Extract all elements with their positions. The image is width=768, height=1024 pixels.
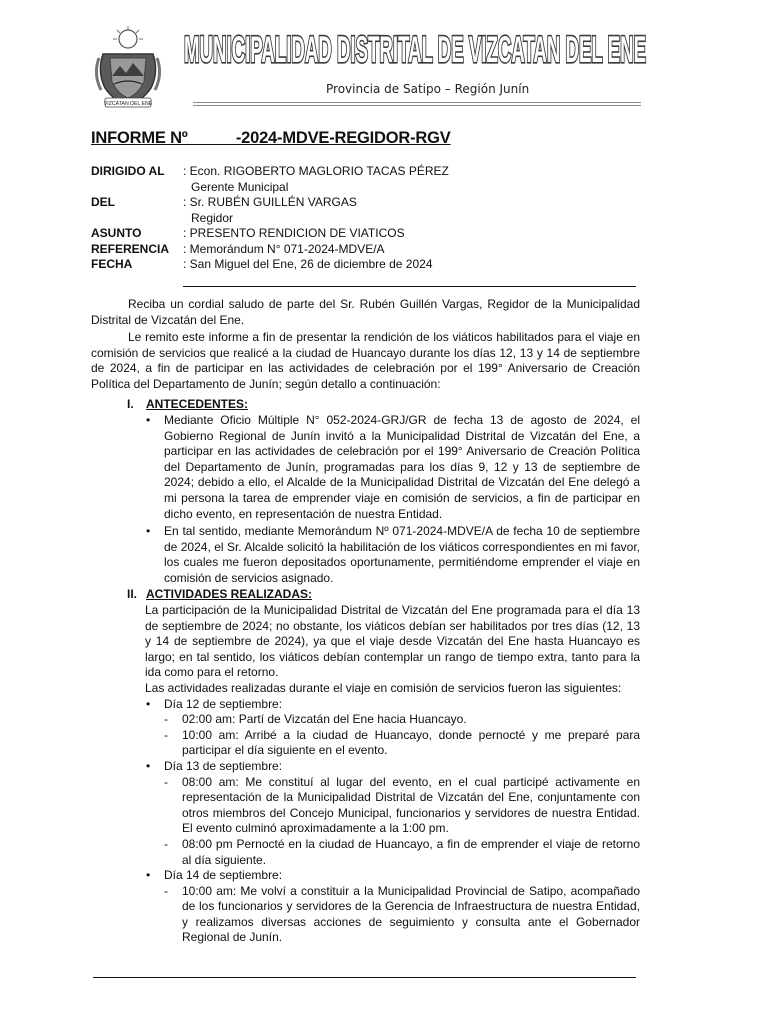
referencia-label: REFERENCIA xyxy=(91,241,170,256)
asunto-value: : PRESENTO RENDICION DE VIATICOS xyxy=(183,226,405,240)
dirigido-role: Gerente Municipal xyxy=(191,179,289,194)
day-1-activity-1: 02:00 am: Partí de Vizcatán del Ene hacia Huancayo. xyxy=(182,712,467,727)
day-1-heading: Día 12 de septiembre: xyxy=(164,696,283,711)
section-actividades-heading xyxy=(127,587,312,601)
asunto-label: ASUNTO xyxy=(91,226,142,240)
dash-icon: - xyxy=(164,774,168,789)
dash-icon: - xyxy=(164,727,168,742)
section-1-title: ANTECEDENTES: xyxy=(146,397,249,411)
list-item xyxy=(145,837,640,868)
list-item xyxy=(145,413,640,522)
fecha-value: : San Miguel del Ene, 26 de diciembre de 2024 xyxy=(183,257,433,271)
bullet-icon: • xyxy=(146,524,151,539)
bullet-icon: • xyxy=(146,413,151,427)
report-metadata xyxy=(91,164,449,273)
dash-icon: - xyxy=(164,712,168,727)
intro-paragraph-1: Reciba un cordial saludo de parte del Sr. Rubén Guillén Vargas, Regidor de la Municipalidad Distrital de Vizcatán del Ene. xyxy=(91,297,640,327)
municipality-name: MUNICIPALIDAD DISTRITAL DE VIZCATAN DEL ENE xyxy=(184,29,646,70)
day-3-activity-1: 10:00 am: Me volví a constituir a la Municipalidad Provincial de Satipo, acompañado de los funcionarios y servidores de la Gerencia de Infraestructura de nuestra Entidad, y realizamos diversas acciones de seguimiento y consulta ante el Gobernador Regional de Junín. xyxy=(182,883,640,945)
fecha-label: FECHA xyxy=(91,257,133,271)
list-item xyxy=(145,728,640,759)
antecedente-2-text: En tal sentido, mediante Memorándum Nº 071-2024-MDVE/A de fecha 10 de septiembre de 2024, el Sr. Alcalde solicitó la habilitación de los viáticos correspondientes en mi favor, los cuales me fueron depositados oportunamente, permitiéndome emprender el viaje en comisión de servicios asignado. xyxy=(164,524,640,585)
day-2-activity-2: 08:00 pm Pernocté en la ciudad de Huancayo, a fin de emprender el viaje de retorno al día siguiente. xyxy=(182,836,640,867)
list-item xyxy=(145,868,640,884)
del-value: : Sr. RUBÉN GUILLÉN VARGAS xyxy=(183,195,357,209)
del-role: Regidor xyxy=(191,210,234,225)
dash-icon: - xyxy=(164,883,168,898)
list-item xyxy=(145,775,640,837)
municipality-banner xyxy=(180,26,650,72)
antecedentes-list xyxy=(145,413,640,587)
seal-caption: VIZCATAN DEL ENE xyxy=(103,101,153,107)
referencia-value: : Memorándum N° 071-2024-MDVE/A xyxy=(183,241,385,256)
section-2-title: ACTIVIDADES REALIZADAS: xyxy=(146,587,313,601)
dirigido-label: DIRIGIDO AL xyxy=(91,164,165,178)
bullet-icon: • xyxy=(146,696,151,711)
dirigido-value: : Econ. RIGOBERTO MAGLORIO TACAS PÉREZ xyxy=(183,164,449,178)
actividades-section xyxy=(145,603,640,946)
header-divider xyxy=(193,100,641,110)
province-subtitle: Provincia de Satipo – Región Junín xyxy=(326,82,530,96)
del-label: DEL xyxy=(91,195,115,209)
day-1-activity-2: 10:00 am: Arribé a la ciudad de Huancayo, donde pernocté y me preparé para participar el día siguiente en el evento. xyxy=(182,727,640,758)
section-1-number: I. xyxy=(127,397,134,411)
list-item xyxy=(145,759,640,775)
day-2-heading: Día 13 de septiembre: xyxy=(164,758,283,773)
antecedente-1-text: Mediante Oficio Múltiple N° 052-2024-GRJ/GR de fecha 13 de agosto de 2024, el Gobierno Regional de Junín invitó a la Municipalidad Distrital de Vizcatán del Ene, a participar en las actividades de celebración por el 199° Aniversario de Creación Política del Departamento de Junín, programadas para los días 9, 12 y 13 de septiembre de 2024; debido a ello, el Alcalde de la Municipalidad Distrital de Vizcatán del Ene delegó a mi persona la tarea de emprender viaje en comisión de servicios, a fin de participar en dicho evento, en representación de nuestra Entidad. xyxy=(164,413,640,521)
bullet-icon: • xyxy=(146,758,151,773)
day-2-activity-1: 08:00 am: Me constituí al lugar del evento, en el cual participé activamente en representación de la Municipalidad Distrital de Vizcatán del Ene, conjuntamente con otros miembros del Concejo Municipal, funcionarios y servidores de nuestra Entidad. El evento culminó aproximadamente a la 1:00 pm. xyxy=(182,774,640,836)
municipal-seal-icon xyxy=(93,24,163,110)
intro-section xyxy=(91,297,640,393)
list-item xyxy=(145,697,640,713)
bullet-icon: • xyxy=(146,868,151,883)
day-3-heading: Día 14 de septiembre: xyxy=(164,868,283,883)
list-item xyxy=(145,524,640,586)
intro-paragraph-2: Le remito este informe a fin de presentar la rendición de los viáticos habilitados para el viaje en comisión de servicios que realicé a la ciudad de Huancayo durante los días 12, 13 y 14 de septiembre de 2024, a fin de participar en las actividades de celebración por el 199° Aniversario de Creación Política del Departamento de Junín; según detallo a continuación: xyxy=(91,330,640,391)
section-antecedentes-heading xyxy=(127,397,248,411)
dash-icon: - xyxy=(164,836,168,851)
actividades-paragraph-1: La participación de la Municipalidad Distrital de Vizcatán del Ene programada para el día 13 de septiembre de 2024; no obstante, los viáticos debían ser habilitados por tres días (12, 13 y 14 de septiembre de 2024), ya que el viaje desde Vizcatán del Ene hasta Huancayo es largo; en tal sentido, los viáticos debían contemplar un rango de tiempo extra, tanto para la ida como para el retorno. xyxy=(145,603,640,680)
footer-divider xyxy=(93,977,636,978)
actividades-paragraph-2: Las actividades realizadas durante el viaje en comisión de servicios fueron las siguientes: xyxy=(145,680,622,695)
list-item xyxy=(145,712,640,728)
metadata-divider xyxy=(183,286,636,287)
list-item xyxy=(145,884,640,946)
section-2-number: II. xyxy=(127,587,138,601)
report-title: INFORME Nº -2024-MDVE-REGIDOR-RGV xyxy=(91,129,451,147)
